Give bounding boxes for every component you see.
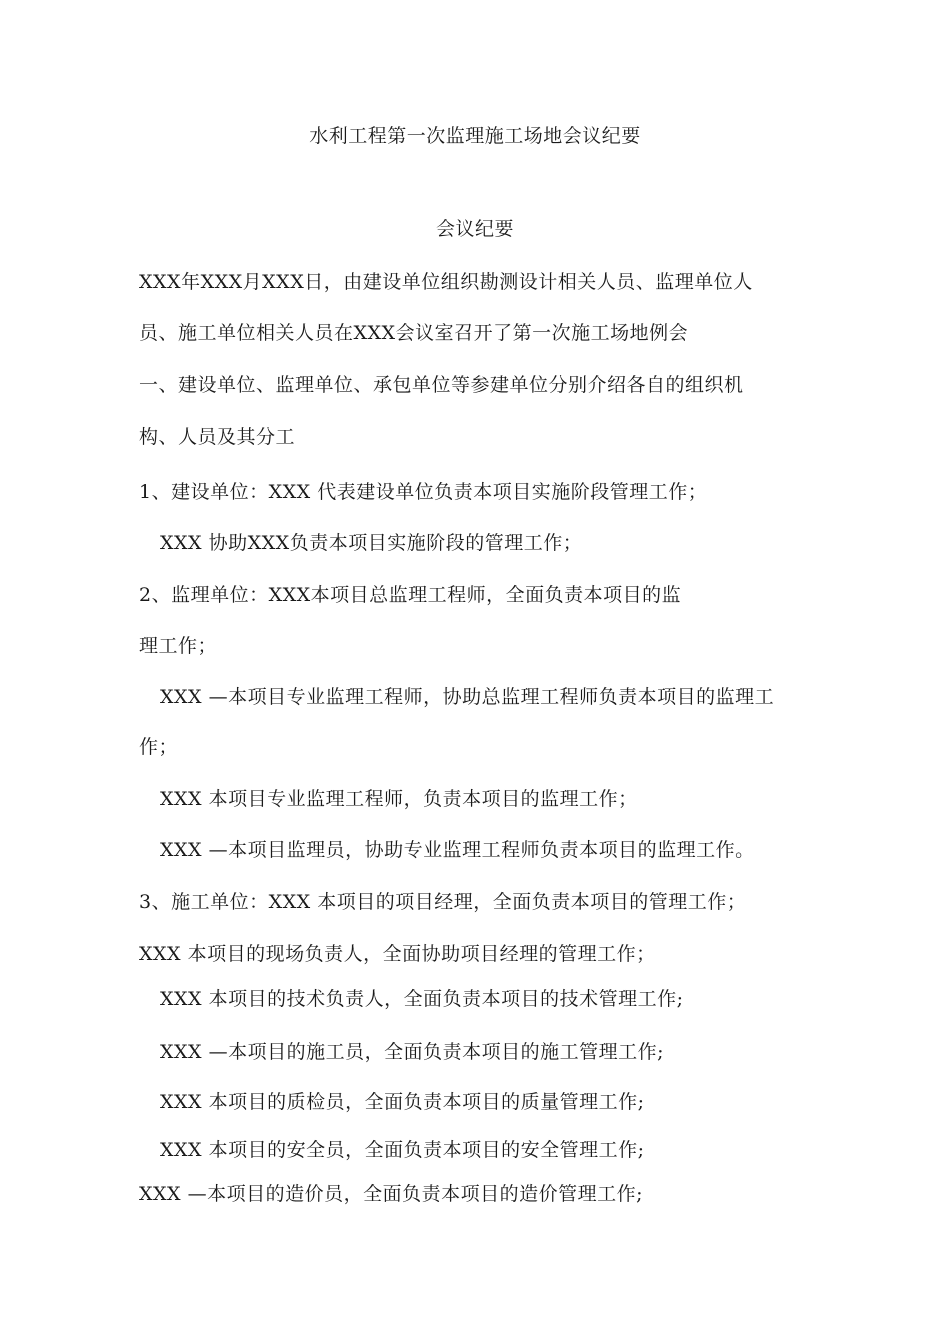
section1-line-1: 一、建设单位、监理单位、承包单位等参建单位分别介绍各自的组织机 bbox=[139, 374, 744, 396]
item1-line-2: XXX 协助XXX负责本项目实施阶段的管理工作； bbox=[160, 532, 583, 554]
item2-line-3: XXX —本项目专业监理工程师，协助总监理工程师负责本项目的监理工 bbox=[160, 686, 775, 708]
document-subtitle: 会议纪要 bbox=[435, 218, 514, 240]
item3-line-3: XXX 本项目的技术负责人，全面负责本项目的技术管理工作; bbox=[160, 988, 684, 1010]
item3-line-2: XXX 本项目的现场负责人，全面协助项目经理的管理工作； bbox=[139, 943, 656, 965]
item3-line-1: 3、施工单位：XXX 本项目的项目经理，全面负责本项目的管理工作； bbox=[139, 891, 747, 913]
item2-line-5: XXX 本项目专业监理工程师，负责本项目的监理工作； bbox=[160, 788, 638, 810]
item2-line-6: XXX —本项目监理员，协助专业监理工程师负责本项目的监理工作。 bbox=[160, 839, 755, 861]
intro-line-2: 员、施工单位相关人员在XXX会议室召开了第一次施工场地例会 bbox=[139, 322, 689, 344]
document-title: 水利工程第一次监理施工场地会议纪要 bbox=[309, 125, 641, 147]
item2-line-1: 2、监理单位：XXX本项目总监理工程师，全面负责本项目的监 bbox=[139, 584, 682, 606]
item3-line-6: XXX 本项目的安全员，全面负责本项目的安全管理工作; bbox=[160, 1139, 645, 1161]
item3-line-5: XXX 本项目的质检员，全面负责本项目的质量管理工作; bbox=[160, 1091, 645, 1113]
item3-line-4: XXX —本项目的施工员，全面负责本项目的施工管理工作; bbox=[160, 1041, 665, 1063]
item2-line-4: 作； bbox=[139, 736, 179, 758]
section1-line-2: 构、人员及其分工 bbox=[139, 426, 296, 448]
item2-line-2: 理工作； bbox=[139, 635, 218, 657]
intro-line-1: XXX年XXX月XXX日，由建设单位组织勘测设计相关人员、监理单位人 bbox=[139, 271, 753, 293]
item1-line-1: 1、建设单位：XXX 代表建设单位负责本项目实施阶段管理工作； bbox=[139, 481, 708, 503]
item3-line-7: XXX —本项目的造价员，全面负责本项目的造价管理工作; bbox=[139, 1183, 644, 1205]
